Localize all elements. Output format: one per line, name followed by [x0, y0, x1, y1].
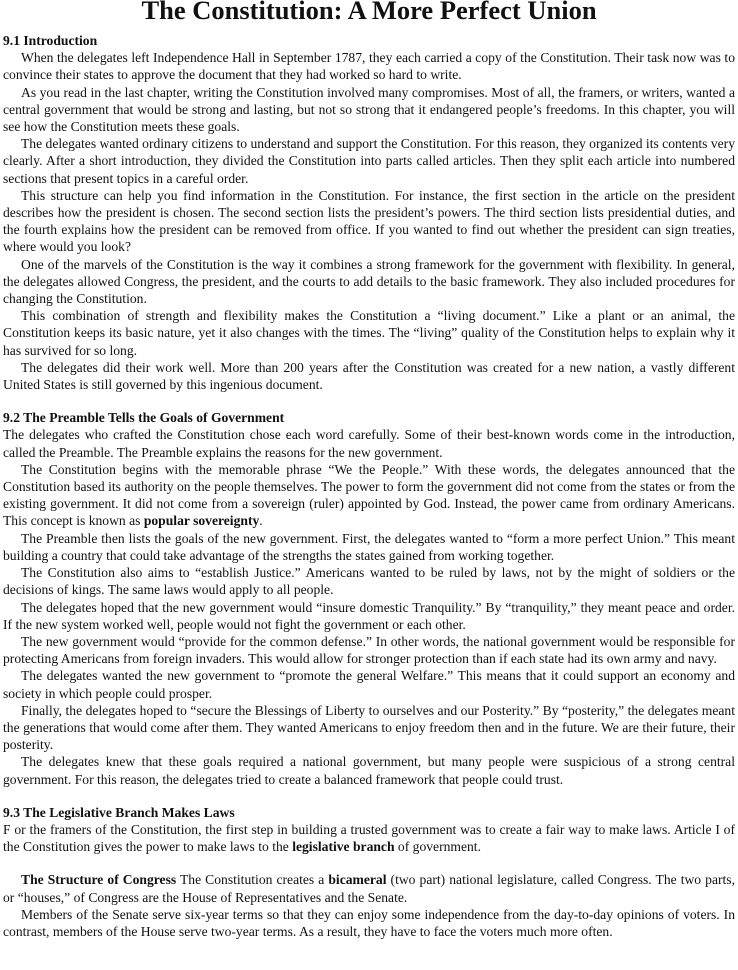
paragraph: The delegates did their work well. More than 200 years after the Constitution was created for a new nation, a vastly different United States is still governed by this ingenious document.: [3, 359, 735, 393]
paragraph: As you read in the last chapter, writing the Constitution involved many compromises. Most of all, the framers, or writers, wanted a central government that would be strong and lasting, but not so strong that it endangered people’s freedoms. In this chapter, you will see how the Constitution meets these goals.: [3, 84, 735, 135]
key-term-legislative-branch: legislative branch: [292, 839, 395, 855]
paragraph: One of the marvels of the Constitution is the way it combines a strong framework for the government with flexibility. In general, the delegates allowed Congress, the president, and the courts to add details to the basic framework. They also included procedures for changing the Constitution.: [3, 256, 735, 307]
key-term-bicameral: bicameral: [328, 872, 387, 888]
paragraph: This combination of strength and flexibility makes the Constitution a “living document.” Like a plant or an animal, the Constitution keeps its basic nature, yet it also changes with the times. The “living” quality of the Constitution helps to explain why it has survived for so long.: [3, 308, 735, 358]
text-run: of government.: [394, 839, 481, 855]
paragraph: Members of the Senate serve six-year terms so that they can enjoy some independence from the day-to-day opinions of voters. In contrast, members of the House serve two-year terms. As a result, they have to face the voters much more often.: [3, 906, 735, 939]
paragraph: The delegates wanted ordinary citizens to understand and support the Constitution. For this reason, they organized its contents very clearly. After a short introduction, they divided the Constitution into parts called articles. Then they split each article into numbered sections that present topics in a careful order.: [3, 136, 736, 186]
section-heading-9-2: 9.2 The Preamble Tells the Goals of Government: [3, 410, 285, 426]
text-run: The Constitution creates a: [176, 872, 329, 888]
key-term-popular-sovereignty: popular sovereignty: [143, 513, 260, 529]
paragraph: When the delegates left Independence Hall in September 1787, they each carried a copy of the Constitution. Their task now was to convince their states to approve the document that they had worked so hard to write.: [3, 50, 735, 83]
text-run: The Constitution begins with the memorable phrase “We the People.” With these words, the delegates announced that the Constitution based its authority on the people themselves. The power to form the government did not come from the states or from the existing government. It did not come from a sovereign (ruler) appointed by God. Instead, the power came from ordinary Americans. This concept is known as: [3, 461, 735, 529]
paragraph-legislative-branch: [3, 821, 735, 855]
paragraph-structure-of-congress: [3, 871, 735, 905]
paragraph: The delegates hoped that the new government would “insure domestic Tranquility.” By “tranquility,” they meant peace and order. If the new system worked well, people would not fight the government or each other.: [3, 599, 735, 632]
text-run: (two part) national legislature, called Congress. The two parts, or “houses,” of Congress are the House of Representatives and the Senate.: [3, 872, 735, 905]
paragraph: The delegates who crafted the Constitution chose each word carefully. Some of their best-known words come in the introduction, called the Preamble. The Preamble explains the reasons for the new government.: [3, 427, 735, 460]
section-heading-9-1: 9.1 Introduction: [3, 33, 98, 48]
section-heading-9-3: 9.3 The Legislative Branch Makes Laws: [3, 804, 235, 820]
paragraph: The Constitution also aims to “establish Justice.” Americans wanted to be ruled by laws, not by the might of soldiers or the decisions of kings. The same laws would apply to all people.: [3, 565, 735, 598]
page-title: The Constitution: A More Perfect Union: [141, 0, 597, 25]
text-run: .: [259, 513, 263, 529]
paragraph: The Preamble then lists the goals of the new government. First, the delegates wanted to “form a more perfect Union.” This meant building a country that could take advantage of the strengths the states gained from working together.: [3, 530, 735, 563]
paragraph: The delegates wanted the new government to “promote the general Welfare.” This means that it could support an economy and society in which people could prosper.: [3, 668, 735, 701]
paragraph: The delegates knew that these goals required a national government, but many people were suspicious of a strong central government. For this reason, the delegates tried to create a balanced framework that people could trust.: [3, 754, 735, 787]
text-run: F or the framers of the Constitution, the first step in building a trusted government was to create a fair way to make laws. Article I of the Constitution gives the power to make laws to the: [3, 821, 735, 855]
paragraph: The new government would “provide for the common defense.” In other words, the national government would be responsible for protecting Americans from foreign invaders. This would allow for stronger protection than if each state had its own army and navy.: [3, 633, 735, 667]
subheading-structure-of-congress: The Structure of Congress: [21, 872, 177, 888]
paragraph: This structure can help you find information in the Constitution. For instance, the first section in the article on the president describes how the president is chosen. The second section lists the president’s powers. The third section lists presidential duties, and the fourth explains how the president can be removed from office. If you wanted to find out whether the president can sign treaties, where would you look?: [3, 187, 735, 255]
paragraph-popular-sovereignty: [3, 461, 735, 530]
paragraph: Finally, the delegates hoped to “secure the Blessings of Liberty to ourselves and our Posterity.” By “posterity,” the delegates meant the generations that would come after them. They wanted Americans to enjoy freedom then and in the future. We are their future, their posterity.: [3, 702, 735, 753]
